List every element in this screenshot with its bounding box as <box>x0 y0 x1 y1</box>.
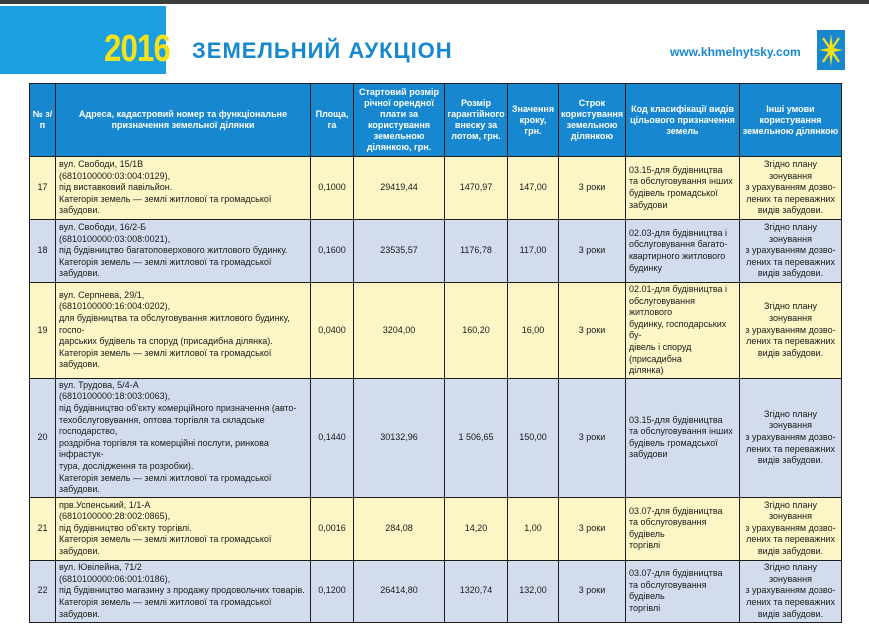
lot-other-conditions: Згідно плану зонування з урахуванням дозво- лених та переважних видів забудови. <box>740 220 842 283</box>
lot-step: 1,00 <box>508 497 559 560</box>
lot-number: 20 <box>30 378 56 497</box>
lot-deposit: 1 506,65 <box>445 378 508 497</box>
lot-number: 22 <box>30 560 56 622</box>
page-title: ЗЕМЕЛЬНИЙ АУКЦІОН <box>192 38 453 63</box>
lot-term: 3 роки <box>559 378 626 497</box>
lot-address: вул. Серпнева, 29/1, (6810100000:16:004:0202), для будівництва та обслуговування житлового будинку, госпо- дарських будівель та споруд (присадибна ділянка). Категорія земель — землі житлової та громадської забудови. <box>56 283 311 379</box>
table-row <box>30 497 842 560</box>
lot-step: 16,00 <box>508 283 559 379</box>
lot-number: 17 <box>30 157 56 220</box>
lot-classification: 02.03-для будівництва і обслуговування багато- квартирного житлового будинку <box>626 220 740 283</box>
lot-deposit: 1470,97 <box>445 157 508 220</box>
lot-deposit: 1176,78 <box>445 220 508 283</box>
lot-term: 3 роки <box>559 157 626 220</box>
lot-rent: 3204,00 <box>354 283 445 379</box>
lot-deposit: 14,20 <box>445 497 508 560</box>
lot-classification: 03.07-для будівництва та обслуговування будівель торгівлі <box>626 560 740 622</box>
lot-area: 0,0016 <box>311 497 354 560</box>
column-header-term: Строк користування земельною ділянкою <box>559 84 626 157</box>
lot-term: 3 роки <box>559 560 626 622</box>
lot-address: вул. Свободи, 16/2-Б (6810100000:03:008:0021), під будівництво багатоповерхового житлового будинку. Категорія земель — землі житлової та громадської забудови. <box>56 220 311 283</box>
lot-area: 0,1000 <box>311 157 354 220</box>
lot-rent: 284,08 <box>354 497 445 560</box>
lot-deposit: 1320,74 <box>445 560 508 622</box>
lot-term: 3 роки <box>559 283 626 379</box>
lot-other-conditions: Згідно плану зонування з урахуванням дозво- лених та переважних видів забудови. <box>740 283 842 379</box>
lot-address: вул. Трудова, 5/4-А (6810100000:18:003:0063), під будівництво об'єкту комерційного призначення (авто- техобслуговування, оптова торгівля та складське господарство, роздрібна торгівля та комерційні послуги, ринкова інфрастук- тура, дослідження та розробки). Категорія земель — землі житлової та громадської забудови. <box>56 378 311 497</box>
lot-step: 117,00 <box>508 220 559 283</box>
lot-address: вул. Ювілейна, 71/2 (6810100000:06:001:0186), під будівництво магазину з продажу продовольчих товарів. Категорія земель — землі житлової та громадської забудови. <box>56 560 311 622</box>
lot-other-conditions: Згідно плану зонування з урахуванням дозво- лених та переважних видів забудови. <box>740 497 842 560</box>
column-header-deposit: Розмір гарантійного внеску за лотом, грн. <box>445 84 508 157</box>
city-emblem-icon <box>817 30 845 70</box>
lot-classification: 03.07-для будівництва та обслуговування будівель торгівлі <box>626 497 740 560</box>
table-row <box>30 560 842 622</box>
year-label: 2016 <box>104 28 171 70</box>
top-border <box>0 0 869 4</box>
lot-address: вул. Свободи, 15/1В (6810100000:03:004:0129), під виставковий павільйон. Категорія земель — землі житлової та громадської забудови. <box>56 157 311 220</box>
column-header-classification: Код класифікації видів цільового призначення земель <box>626 84 740 157</box>
lot-other-conditions: Згідно плану зонування з урахуванням дозво- лених та переважних видів забудови. <box>740 157 842 220</box>
table-row <box>30 220 842 283</box>
lot-rent: 23535,57 <box>354 220 445 283</box>
lot-classification: 03.15-для будівництва та обслуговування інших будівель громадської забудови <box>626 378 740 497</box>
column-header-area: Площа, га <box>311 84 354 157</box>
lot-area: 0,1440 <box>311 378 354 497</box>
column-header-number: № з/п <box>30 84 56 157</box>
lot-other-conditions: Згідно плану зонування з урахуванням дозво- лених та переважних видів забудови. <box>740 560 842 622</box>
lot-address: прв.Успенський, 1/1-А (6810100000:28:002:0865), під будівництво об'єкту торгівлі. Категорія земель — землі житлової та громадської забудови. <box>56 497 311 560</box>
table-header-row <box>30 84 842 157</box>
lot-step: 132,00 <box>508 560 559 622</box>
lot-area: 0,0400 <box>311 283 354 379</box>
lot-classification: 03.15-для будівництва та обслуговування інших будівель громадської забудови <box>626 157 740 220</box>
lot-rent: 26414,80 <box>354 560 445 622</box>
lot-step: 147,00 <box>508 157 559 220</box>
table-row <box>30 283 842 379</box>
lot-classification: 02.01-для будівництва і обслуговування житлового будинку, господарських бу- дівель і споруд (присадибна ділянка) <box>626 283 740 379</box>
website-link[interactable]: www.khmelnytsky.com <box>670 45 801 59</box>
table-row <box>30 157 842 220</box>
column-header-other-conditions: Інші умови користування земельною ділянкою <box>740 84 842 157</box>
lot-number: 21 <box>30 497 56 560</box>
lot-area: 0,1600 <box>311 220 354 283</box>
lot-number: 19 <box>30 283 56 379</box>
column-header-step: Значення кроку, грн. <box>508 84 559 157</box>
column-header-rent: Стартовий розмір річної орендної плати за користування земельною ділянкою, грн. <box>354 84 445 157</box>
lot-rent: 30132,96 <box>354 378 445 497</box>
lot-deposit: 160,20 <box>445 283 508 379</box>
lot-rent: 29419,44 <box>354 157 445 220</box>
lot-term: 3 роки <box>559 497 626 560</box>
lot-other-conditions: Згідно плану зонування з урахуванням дозво- лених та переважних видів забудови. <box>740 378 842 497</box>
column-header-address: Адреса, кадастровий номер та функціональне призначення земельної ділянки <box>56 84 311 157</box>
lot-number: 18 <box>30 220 56 283</box>
lot-step: 150,00 <box>508 378 559 497</box>
table-row <box>30 378 842 497</box>
lot-area: 0,1200 <box>311 560 354 622</box>
lot-term: 3 роки <box>559 220 626 283</box>
auction-lots-table <box>29 83 842 623</box>
